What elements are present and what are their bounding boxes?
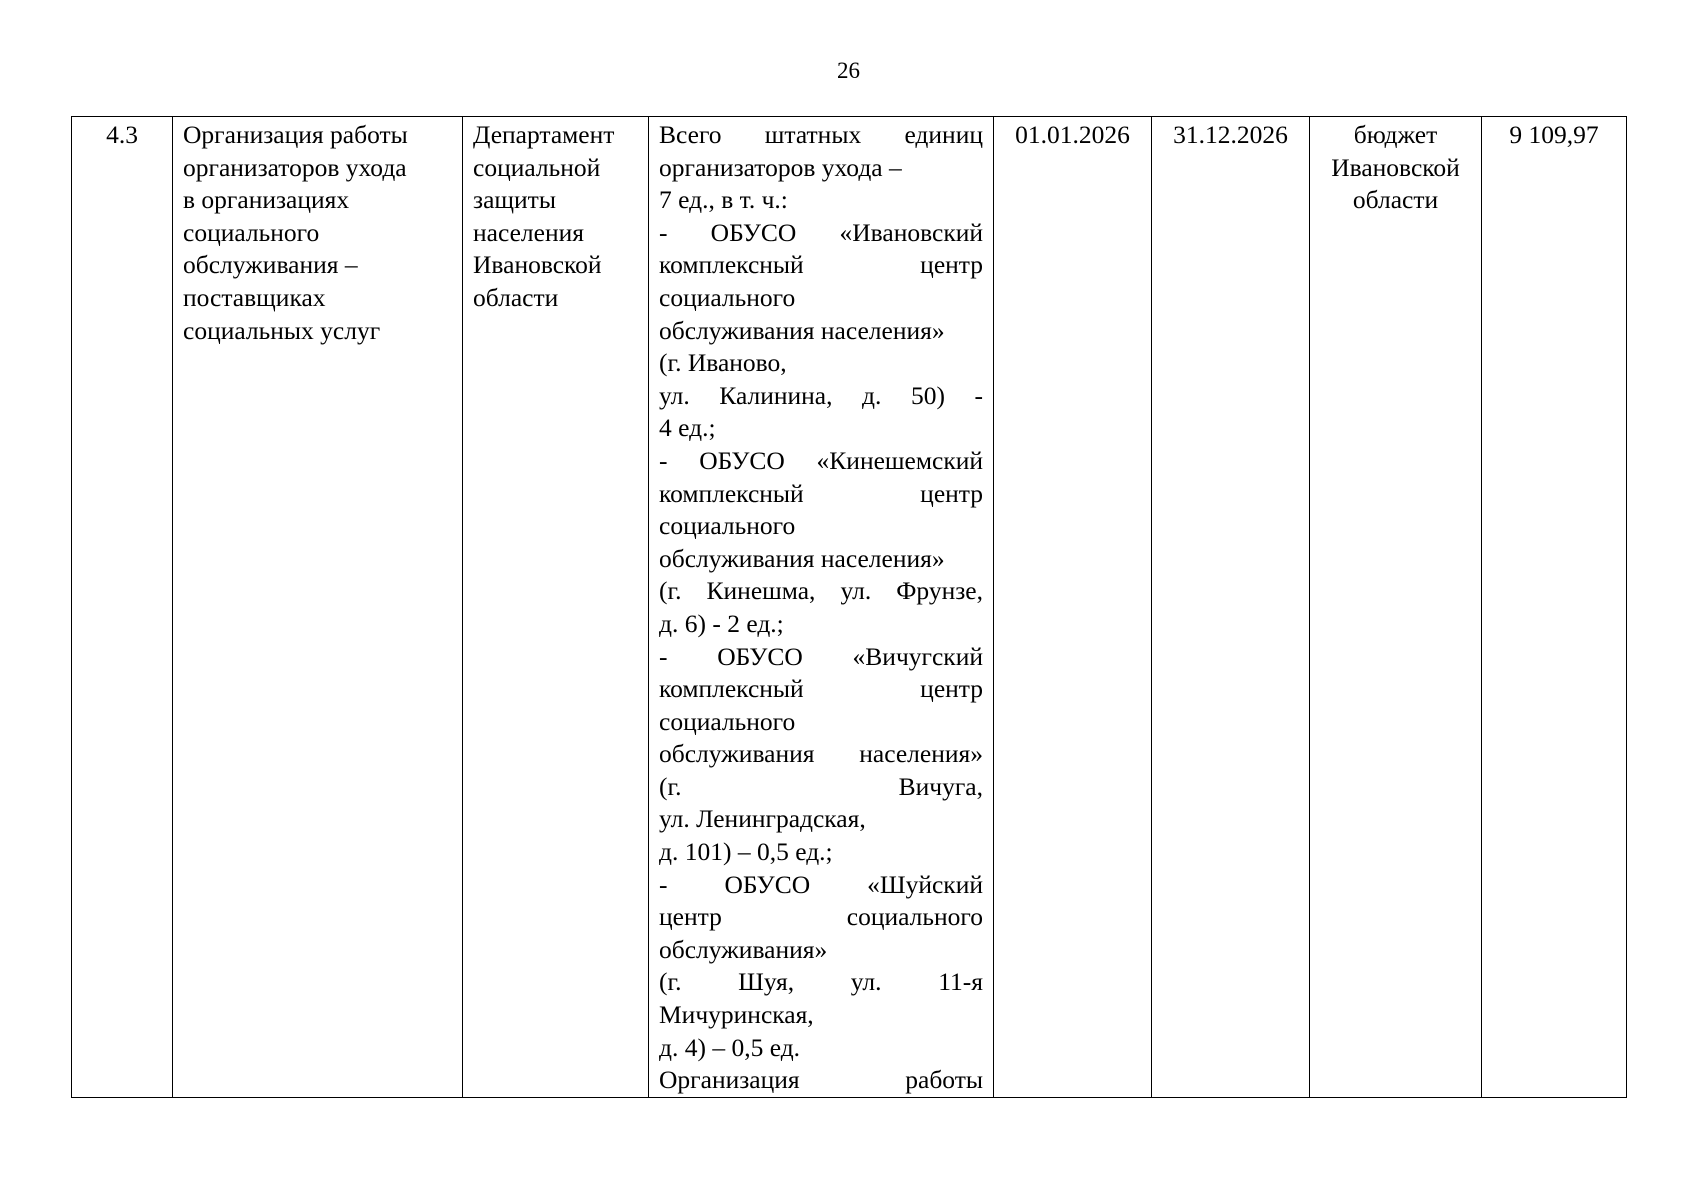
result-line: обслуживания населения» [659, 739, 983, 769]
executor-text [473, 119, 638, 315]
result-line: (г. Шуя, ул. 11-я [659, 967, 983, 997]
result-line: комплексный центр [659, 250, 983, 280]
funding-source-line: бюджет [1353, 120, 1438, 149]
activity-line: Организация работы [183, 120, 408, 149]
executor-line: Департамент [473, 120, 615, 149]
executor-line: социальной [473, 152, 601, 182]
activity-line: в организациях [183, 185, 350, 215]
end-date: 31.12.2026 [1173, 120, 1288, 149]
result-line: комплексный центр [659, 674, 983, 704]
result-line: - ОБУСО «Ивановский [659, 217, 983, 247]
result-line: ул. Ленинградская, [659, 804, 866, 834]
result-line: 7 ед., в т. ч.: [659, 185, 788, 215]
result-line: (г. Вичуга, [659, 771, 983, 801]
result-line: обслуживания населения» [659, 315, 945, 345]
result-line: Мичуринская, [659, 1000, 814, 1030]
result-line: д. 101) – 0,5 ед.; [659, 837, 833, 867]
result-line: (г. Кинешма, ул. Фрунзе, [659, 576, 983, 606]
result-line: социального [659, 706, 796, 736]
measures-table [71, 116, 1627, 1098]
activity-cell [173, 117, 463, 1098]
page-number: 26 [837, 58, 860, 83]
result-line: ул. Калинина, д. 50) - [659, 380, 983, 410]
activity-text [183, 119, 452, 347]
activity-line: социального [183, 217, 320, 247]
activity-line: социальных услуг [183, 315, 381, 345]
result-line: социального [659, 511, 796, 541]
funding-source-line: области [1352, 185, 1439, 215]
result-line: Организация работы [659, 1065, 983, 1095]
executor-line: защиты [473, 185, 556, 215]
result-line: (г. Иваново, [659, 348, 787, 378]
executor-cell [463, 117, 649, 1098]
executor-line: Ивановской [473, 250, 602, 280]
activity-line: обслуживания – [183, 250, 358, 280]
executor-line: области [473, 282, 559, 312]
end-date-cell [1152, 117, 1310, 1098]
row-number: 4.3 [106, 120, 138, 149]
activity-line: организаторов ухода [183, 152, 407, 182]
result-line: - ОБУСО «Кинешемский [659, 445, 983, 475]
funding-source-text [1320, 119, 1471, 217]
result-text [659, 119, 983, 1097]
funding-source-line: Ивановской [1331, 152, 1460, 182]
start-date-cell [994, 117, 1152, 1098]
result-cell [649, 117, 994, 1098]
result-line: д. 4) – 0,5 ед. [659, 1032, 801, 1062]
result-line: обслуживания» [659, 934, 828, 964]
amount-cell [1482, 117, 1627, 1098]
result-line: обслуживания населения» [659, 543, 945, 573]
funding-source-cell [1310, 117, 1482, 1098]
amount: 9 109,97 [1509, 120, 1599, 149]
table-row [72, 117, 1627, 1098]
result-line: комплексный центр [659, 478, 983, 508]
result-line: центр социального [659, 902, 983, 932]
row-number-cell [72, 117, 173, 1098]
result-line: Всего штатных единиц [659, 120, 983, 149]
result-line: организаторов ухода – [659, 152, 902, 182]
activity-line: поставщиках [183, 282, 326, 312]
result-line: д. 6) - 2 ед.; [659, 608, 784, 638]
result-line: социального [659, 282, 796, 312]
executor-line: населения [473, 217, 584, 247]
result-line: - ОБУСО «Шуйский [659, 869, 983, 899]
result-line: - ОБУСО «Вичугский [659, 641, 983, 671]
result-line: 4 ед.; [659, 413, 716, 443]
start-date: 01.01.2026 [1015, 120, 1130, 149]
